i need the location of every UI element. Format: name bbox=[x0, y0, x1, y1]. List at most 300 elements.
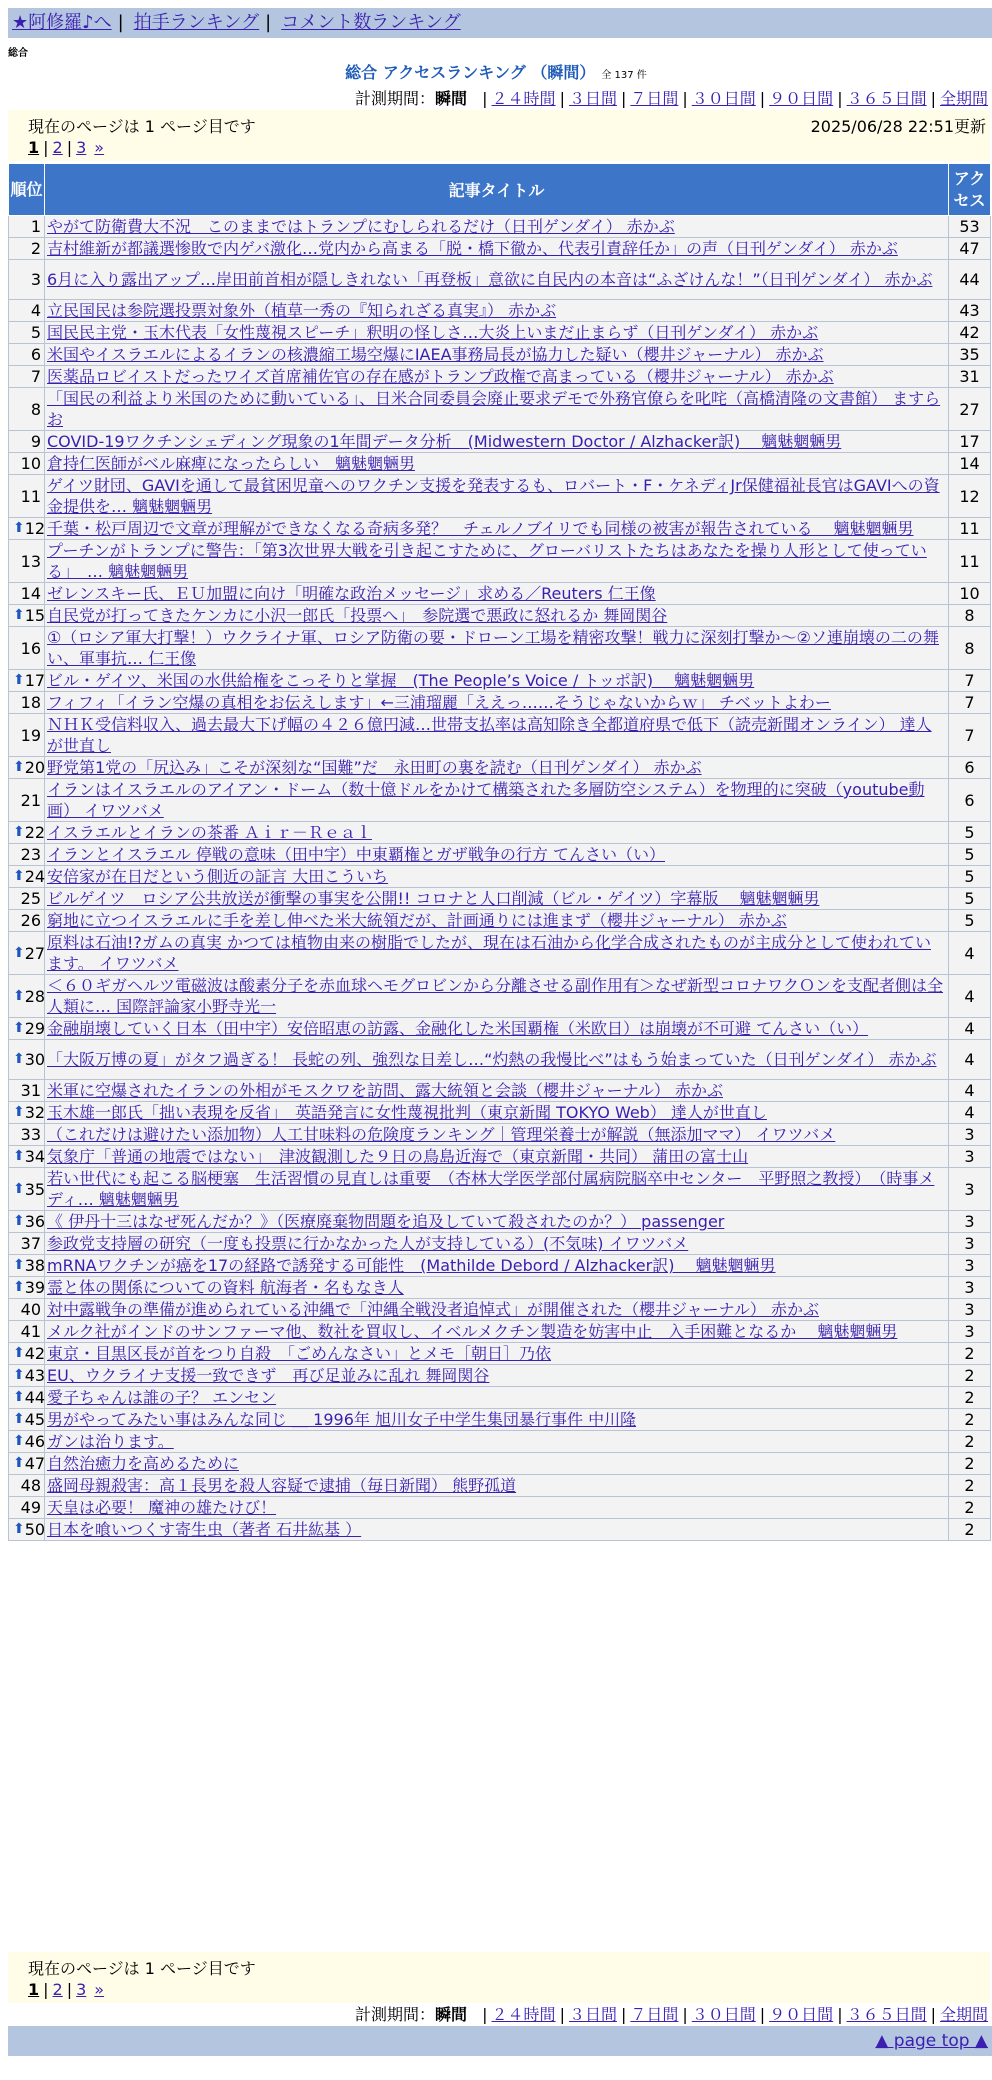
table-row bbox=[9, 1168, 991, 1211]
table-row bbox=[9, 238, 991, 260]
access-count: 43 bbox=[949, 300, 991, 322]
period-link[interactable]: ３日間 bbox=[568, 89, 617, 108]
total-count: 全 137 件 bbox=[601, 70, 647, 81]
rank-cell bbox=[9, 844, 45, 866]
title-cell bbox=[45, 1255, 949, 1277]
period-selector-top bbox=[355, 86, 988, 109]
access-count: 4 bbox=[949, 1102, 991, 1124]
period-links: | ２４時間 | ３日間 | ７日間 | ３０日間 | ９０日間 | ３６５日間 | 全期間 bbox=[482, 2005, 988, 2024]
table-row bbox=[9, 822, 991, 844]
title-cell bbox=[45, 1146, 949, 1168]
title-cell bbox=[45, 453, 949, 475]
title-cell bbox=[45, 1040, 949, 1080]
period-link[interactable]: ３日間 bbox=[568, 2005, 617, 2024]
rank-number: 4 bbox=[30, 301, 41, 320]
rank-cell bbox=[9, 1233, 45, 1255]
rank-cell bbox=[9, 1277, 45, 1299]
title-cell bbox=[45, 1497, 949, 1519]
table-row bbox=[9, 366, 991, 388]
rank-cell bbox=[9, 779, 45, 822]
title-cell bbox=[45, 1168, 949, 1211]
article-link[interactable]: 立民国民は参院選投票対象外（植草一秀の『知られざる真実』） 赤かぶ bbox=[47, 301, 557, 320]
rank-number: 48 bbox=[20, 1476, 41, 1495]
rank-cell bbox=[9, 1409, 45, 1431]
access-count: 2 bbox=[949, 1343, 991, 1365]
rank-number: 17 bbox=[24, 671, 46, 690]
rank-cell bbox=[9, 866, 45, 888]
title-cell bbox=[45, 431, 949, 453]
rank-number: 42 bbox=[24, 1344, 46, 1363]
title-cell bbox=[45, 1475, 949, 1497]
title-cell bbox=[45, 1453, 949, 1475]
article-link[interactable]: プーチンがトランプに警告：「第3次世界大戦を引き起こすために、グローバリストたちはあなたを操り人形として使っている」 … 魑魅魍魎男 bbox=[47, 541, 927, 581]
table-row bbox=[9, 1387, 991, 1409]
page-link-3[interactable]: 3 bbox=[76, 1980, 87, 1999]
pager-top bbox=[8, 110, 990, 161]
rank-number: 33 bbox=[20, 1125, 41, 1144]
article-link[interactable]: 東京・目黒区長が首をつり自殺 「ごめんなさい」とメモ［朝日］乃依 bbox=[47, 1344, 552, 1363]
rank-number: 40 bbox=[20, 1300, 41, 1319]
access-count: 35 bbox=[949, 344, 991, 366]
rank-cell bbox=[9, 1475, 45, 1497]
access-count: 6 bbox=[949, 779, 991, 822]
access-count: 6 bbox=[949, 757, 991, 779]
access-count: 5 bbox=[949, 888, 991, 910]
table-row bbox=[9, 388, 991, 431]
access-count: 4 bbox=[949, 1018, 991, 1040]
article-link[interactable]: 米国やイスラエルによるイランの核濃縮工場空爆にIAEA事務局長が協力した疑い（櫻井ジャーナル） 赤かぶ bbox=[47, 345, 824, 364]
title-cell bbox=[45, 1211, 949, 1233]
article-link[interactable]: 米軍に空爆されたイランの外相がモスクワを訪問、露大統領と会談（櫻井ジャーナル） 赤かぶ bbox=[47, 1081, 723, 1100]
article-link[interactable]: 野党第1党の「尻込み」こそが深刻な“国難”だ 永田町の裏を読む（日刊ゲンダイ） 赤かぶ bbox=[47, 758, 702, 777]
rank-cell bbox=[9, 888, 45, 910]
access-count: 42 bbox=[949, 322, 991, 344]
title-cell bbox=[45, 692, 949, 714]
article-link[interactable]: 倉持仁医師がベル麻痺になったらしい 魑魅魍魎男 bbox=[47, 454, 416, 473]
table-row bbox=[9, 1124, 991, 1146]
table-row bbox=[9, 1277, 991, 1299]
article-link[interactable]: ①（ロシア軍大打撃！）ウクライナ軍、ロシア防衛の要・ドローン工場を精密攻撃！戦力に深刻打撃か～②ソ連崩壊の二の舞い、軍事抗… 仁王像 bbox=[47, 628, 939, 668]
access-count: 8 bbox=[949, 605, 991, 627]
footer-bar bbox=[8, 2026, 992, 2056]
table-row bbox=[9, 1475, 991, 1497]
period-link[interactable]: ９０日間 bbox=[769, 2005, 834, 2024]
title-cell bbox=[45, 1080, 949, 1102]
rank-number: 49 bbox=[20, 1498, 41, 1517]
rank-cell bbox=[9, 453, 45, 475]
rank-number: 16 bbox=[20, 638, 41, 658]
article-link[interactable]: 盛岡母親殺害：高１長男を殺人容疑で逮捕（毎日新聞） 熊野孤道 bbox=[47, 1476, 517, 1495]
article-link[interactable]: 「国民の利益より米国のために動いている」、日米合同委員会廃止要求デモで外務官僚らを叱咤（高橋清隆の文書館） ますらお bbox=[47, 389, 941, 429]
article-link[interactable]: ＜６０ギガヘルツ電磁波は酸素分子を赤血球ヘモグロビンから分離させる副作用有＞なぜ新型コロナワクＯンを支配者側は全人類に… 国際評論家小野寺光一 bbox=[47, 976, 944, 1016]
period-link[interactable]: ２４時間 bbox=[491, 2005, 556, 2024]
rank-number: 46 bbox=[24, 1432, 46, 1451]
article-link[interactable]: 玉木雄一郎氏「拙い表現を反省」 英語発言に女性蔑視批判（東京新聞 TOKYO Web） 達人が世直し bbox=[47, 1103, 767, 1122]
rank-up-icon: ⬆ bbox=[13, 868, 25, 884]
title-cell bbox=[45, 1321, 949, 1343]
rank-number: 34 bbox=[24, 1147, 46, 1166]
access-count: 47 bbox=[949, 238, 991, 260]
period-link[interactable]: ７日間 bbox=[630, 2005, 679, 2024]
article-link[interactable]: フィフィ「イラン空爆の真相をお伝えします」←三浦瑠麗「ええっ……そうじゃないからｗ」 チベットよわー bbox=[47, 693, 831, 712]
title-cell bbox=[45, 670, 949, 692]
rank-up-icon: ⬆ bbox=[13, 1180, 25, 1197]
access-count: 11 bbox=[949, 518, 991, 540]
title-header: 記事タイトル bbox=[45, 164, 949, 216]
rank-number: 19 bbox=[20, 725, 41, 745]
rank-cell bbox=[9, 1321, 45, 1343]
period-links: | ２４時間 | ３日間 | ７日間 | ３０日間 | ９０日間 | ３６５日間 | 全期間 bbox=[482, 89, 988, 108]
rank-number: 1 bbox=[30, 217, 41, 236]
table-row bbox=[9, 1018, 991, 1040]
access-count: 8 bbox=[949, 627, 991, 670]
table-row bbox=[9, 1146, 991, 1168]
table-row bbox=[9, 1299, 991, 1321]
access-count: 3 bbox=[949, 1255, 991, 1277]
rank-cell bbox=[9, 300, 45, 322]
rank-number: 3 bbox=[30, 270, 41, 289]
table-row bbox=[9, 518, 991, 540]
rank-cell bbox=[9, 388, 45, 431]
rank-up-icon: ⬆ bbox=[13, 1455, 25, 1471]
access-count: 11 bbox=[949, 540, 991, 583]
period-link[interactable]: ３０日間 bbox=[691, 89, 756, 108]
title-cell bbox=[45, 238, 949, 260]
article-link[interactable]: やがて防衛費大不況 このままではトランプにむしられるだけ（日刊ゲンダイ） 赤かぶ bbox=[47, 217, 675, 236]
article-link[interactable]: 参政党支持層の研究（一度も投票に行かなかった人が支持している）(不気味) イワツバメ bbox=[47, 1234, 689, 1253]
rank-up-icon: ⬆ bbox=[13, 1345, 25, 1361]
period-label: 計測期間： bbox=[355, 2005, 436, 2024]
title-cell bbox=[45, 322, 949, 344]
access-count: 27 bbox=[949, 388, 991, 431]
nav-separator: | bbox=[117, 12, 124, 33]
rank-number: 13 bbox=[20, 551, 41, 571]
rank-up-icon: ⬆ bbox=[13, 1433, 25, 1449]
article-link[interactable]: 医薬品ロビイストだったワイズ首席補佐官の存在感がトランプ政権で高まっている（櫻井ジャーナル） 赤かぶ bbox=[47, 367, 834, 386]
title-cell bbox=[45, 1387, 949, 1409]
title-cell bbox=[45, 1018, 949, 1040]
article-link[interactable]: 天皇は必要！ 魔神の雄たけび！ bbox=[47, 1498, 277, 1517]
rank-number: 21 bbox=[20, 790, 41, 810]
rank-up-icon: ⬆ bbox=[13, 1020, 25, 1036]
table-row bbox=[9, 1080, 991, 1102]
access-count: 2 bbox=[949, 1519, 991, 1541]
period-selector-bottom bbox=[355, 2002, 988, 2025]
rank-cell bbox=[9, 1343, 45, 1365]
rank-number: 5 bbox=[30, 323, 41, 342]
table-row bbox=[9, 605, 991, 627]
period-label: 計測期間： bbox=[355, 89, 436, 108]
page-top-link[interactable]: ▲ page top ▲ bbox=[875, 2031, 988, 2051]
rank-cell bbox=[9, 692, 45, 714]
rank-number: 26 bbox=[20, 911, 41, 930]
title-cell bbox=[45, 1233, 949, 1255]
access-count: 2 bbox=[949, 1431, 991, 1453]
table-row bbox=[9, 431, 991, 453]
access-count: 2 bbox=[949, 1497, 991, 1519]
title-cell bbox=[45, 627, 949, 670]
title-cell bbox=[45, 344, 949, 366]
rank-cell bbox=[9, 627, 45, 670]
rank-up-icon: ⬆ bbox=[13, 1213, 25, 1229]
rank-up-icon: ⬆ bbox=[13, 1257, 25, 1273]
article-link[interactable]: 気象庁「普通の地震ではない」 津波観測した９日の鳥島近海で（東京新聞・共同） 蒲田の富士山 bbox=[47, 1147, 749, 1166]
article-link[interactable]: ビルゲイツ ロシア公共放送が衝撃の事実を公開!! コロナと人口削減（ビル・ゲイツ）字幕版 魑魅魍魎男 bbox=[47, 889, 820, 908]
article-link[interactable]: 自民党が打ってきたケンカに小沢一郎氏「投票へ」 参院選で悪政に怒れるか 舞岡関谷 bbox=[47, 606, 668, 625]
rank-cell bbox=[9, 1255, 45, 1277]
title-cell bbox=[45, 260, 949, 300]
next-page-link[interactable]: » bbox=[94, 1980, 105, 1999]
rank-number: 32 bbox=[24, 1103, 46, 1122]
title-cell bbox=[45, 910, 949, 932]
article-link[interactable]: ＮＨＫ受信料収入、過去最大下げ幅の４２６億円減…世帯支払率は高知除き全都道府県で低下（読売新聞オンライン） 達人が世直し bbox=[47, 715, 932, 755]
period-link[interactable]: ２４時間 bbox=[491, 89, 556, 108]
rank-cell bbox=[9, 260, 45, 300]
rank-number: 29 bbox=[24, 1019, 46, 1038]
article-link[interactable]: 国民民主党・玉木代表「女性蔑視スピーチ」釈明の怪しさ…大炎上いまだ止まらず（日刊ゲンダイ） 赤かぶ bbox=[47, 323, 819, 342]
table-row bbox=[9, 475, 991, 518]
article-link[interactable]: イスラエルとイランの茶番 Ａｉｒ－Ｒｅａｌ bbox=[47, 823, 372, 842]
rank-cell bbox=[9, 1102, 45, 1124]
rank-number: 15 bbox=[24, 606, 46, 625]
rank-number: 39 bbox=[24, 1278, 46, 1297]
table-row bbox=[9, 1211, 991, 1233]
rank-header: 順位 bbox=[9, 164, 45, 216]
access-count: 2 bbox=[949, 1387, 991, 1409]
article-link[interactable]: 吉村維新が都議選惨敗で内ゲバ激化…党内から高まる「脱・橋下徹か、代表引責辞任か」の声（日刊ゲンダイ） 赤かぶ bbox=[47, 239, 898, 258]
table-row bbox=[9, 1040, 991, 1080]
rank-number: 50 bbox=[24, 1520, 46, 1539]
title-cell bbox=[45, 932, 949, 975]
access-count: 4 bbox=[949, 975, 991, 1018]
title-cell bbox=[45, 888, 949, 910]
title-cell bbox=[45, 1365, 949, 1387]
article-link[interactable]: メルク社がインドのサンファーマ他、数社を買収し、イベルメクチン製造を妨害中止 入手困難となるか 魑魅魍魎男 bbox=[47, 1322, 898, 1341]
table-row bbox=[9, 322, 991, 344]
rank-cell bbox=[9, 932, 45, 975]
applause-ranking-link[interactable]: 拍手ランキング bbox=[133, 12, 260, 33]
access-count: 3 bbox=[949, 1277, 991, 1299]
rank-cell bbox=[9, 1299, 45, 1321]
table-row bbox=[9, 1409, 991, 1431]
article-link[interactable]: 《 伊丹十三はなぜ死んだか？》（医療廃棄物問題を追及していて殺されたのか？） passenger bbox=[47, 1212, 725, 1231]
page-current: 1 bbox=[28, 138, 40, 157]
article-link[interactable]: 「大阪万博の夏」がタフ過ぎる！ 長蛇の列、強烈な日差し…“灼熱の我慢比べ”はもう始まっていた（日刊ゲンダイ） 赤かぶ bbox=[47, 1050, 937, 1069]
article-link[interactable]: 安倍家が在日だという側近の証言 大田こういち bbox=[47, 867, 389, 886]
article-link[interactable]: 金融崩壊していく日本（田中宇）安倍昭恵の訪露、金融化した米国覇権（米欧日）は崩壊が不可避 てんさい（い） bbox=[47, 1019, 869, 1038]
table-row bbox=[9, 1102, 991, 1124]
title-cell bbox=[45, 779, 949, 822]
title-cell bbox=[45, 714, 949, 757]
pager-bottom bbox=[8, 1952, 990, 2003]
article-link[interactable]: ゼレンスキー氏、ＥＵ加盟に向け「明確な政治メッセージ」求める／Reuters 仁王像 bbox=[47, 584, 656, 603]
access-count: 44 bbox=[949, 260, 991, 300]
rank-up-icon: ⬆ bbox=[13, 987, 25, 1004]
title-cell bbox=[45, 366, 949, 388]
rank-cell bbox=[9, 431, 45, 453]
title-cell bbox=[45, 540, 949, 583]
page-title bbox=[0, 60, 992, 83]
table-row bbox=[9, 1321, 991, 1343]
title-cell bbox=[45, 216, 949, 238]
article-link[interactable]: ガンは治ります。 bbox=[47, 1432, 174, 1451]
rank-number: 10 bbox=[20, 454, 41, 473]
nav-separator: | bbox=[265, 12, 272, 33]
article-link[interactable]: 窮地に立つイスラエルに手を差し伸べた米大統領だが、計画通りには進まず（櫻井ジャーナル） 赤かぶ bbox=[47, 911, 787, 930]
rank-number: 41 bbox=[20, 1322, 41, 1341]
article-link[interactable]: mRNAワクチンが癌を17の経路で誘発する可能性 (Mathilde Debord / Alzhacker訳) 魑魅魍魎男 bbox=[47, 1256, 776, 1275]
title-cell bbox=[45, 757, 949, 779]
access-count: 2 bbox=[949, 1409, 991, 1431]
table-row bbox=[9, 779, 991, 822]
rank-number: 18 bbox=[20, 693, 41, 712]
rank-cell bbox=[9, 1365, 45, 1387]
table-row bbox=[9, 453, 991, 475]
period-link[interactable]: ３６５日間 bbox=[846, 89, 927, 108]
access-count: 3 bbox=[949, 1299, 991, 1321]
rank-up-icon: ⬆ bbox=[13, 1389, 25, 1405]
rank-number: 14 bbox=[20, 584, 41, 603]
access-count: 10 bbox=[949, 583, 991, 605]
title-cell bbox=[45, 518, 949, 540]
title-cell bbox=[45, 1409, 949, 1431]
table-row bbox=[9, 975, 991, 1018]
rank-number: 45 bbox=[24, 1410, 46, 1429]
article-link[interactable]: COVID-19ワクチンシェディング現象の1年間データ分析 (Midwestern Doctor / Alzhacker訳) 魑魅魍魎男 bbox=[47, 432, 842, 451]
period-link[interactable]: ３０日間 bbox=[691, 2005, 756, 2024]
article-link[interactable]: ビル・ゲイツ、米国の水供給権をこっそりと掌握 (The People’s Voice / トッポ訳) 魑魅魍魎男 bbox=[47, 671, 755, 690]
rank-number: 12 bbox=[24, 519, 46, 538]
article-link[interactable]: （これだけは避けたい添加物）人工甘味料の危険度ランキング｜管理栄養士が解説（無添加ママ） イワツバメ bbox=[47, 1125, 836, 1144]
article-link[interactable]: 自然治癒力を高めるために bbox=[47, 1454, 240, 1473]
rank-number: 28 bbox=[24, 986, 46, 1006]
access-count: 2 bbox=[949, 1475, 991, 1497]
rank-number: 23 bbox=[20, 845, 41, 864]
rank-cell bbox=[9, 1040, 45, 1080]
article-link[interactable]: 対中露戦争の準備が進められている沖縄で「沖縄全戦没者追悼式」が開催された（櫻井ジャーナル） 赤かぶ bbox=[47, 1300, 819, 1319]
rank-up-icon: ⬆ bbox=[13, 1279, 25, 1295]
table-row bbox=[9, 1519, 991, 1541]
article-link[interactable]: イランはイスラエルのアイアン・ドーム（数十億ドルをかけて構築された多層防空システム）を物理的に突破（youtube動画） イワツバメ bbox=[47, 780, 925, 820]
title-cell bbox=[45, 1277, 949, 1299]
rank-up-icon: ⬆ bbox=[13, 520, 25, 536]
next-page-link[interactable]: » bbox=[94, 138, 105, 157]
page-link-2[interactable]: 2 bbox=[52, 1980, 63, 1999]
rank-cell bbox=[9, 1497, 45, 1519]
title-cell bbox=[45, 1519, 949, 1541]
home-link[interactable]: ★阿修羅♪へ bbox=[12, 12, 112, 33]
page-link-3[interactable]: 3 bbox=[76, 138, 87, 157]
table-row bbox=[9, 300, 991, 322]
ranking-table bbox=[8, 163, 991, 1541]
period-link[interactable]: ３６５日間 bbox=[846, 2005, 927, 2024]
page-current: 1 bbox=[28, 1980, 40, 1999]
table-row bbox=[9, 1453, 991, 1475]
comment-ranking-link[interactable]: コメント数ランキング bbox=[281, 12, 461, 33]
access-count: 17 bbox=[949, 431, 991, 453]
access-count: 3 bbox=[949, 1146, 991, 1168]
table-row bbox=[9, 627, 991, 670]
article-link[interactable]: 日本を喰いつくす寄生虫（著者 石井紘基 ） bbox=[47, 1520, 362, 1539]
rank-up-icon: ⬆ bbox=[13, 672, 25, 688]
rank-up-icon: ⬆ bbox=[13, 1051, 25, 1067]
rank-cell bbox=[9, 757, 45, 779]
article-link[interactable]: 原料は石油!?ガムの真実 かつては植物由来の樹脂でしたが、現在は石油から化学合成されたものが主成分として使われています。 イワツバメ bbox=[47, 933, 931, 973]
title-cell bbox=[45, 1124, 949, 1146]
title-cell bbox=[45, 1299, 949, 1321]
page-links: 1 | 2 | 3 » bbox=[28, 138, 105, 157]
rank-cell bbox=[9, 518, 45, 540]
top-nav-bar bbox=[8, 8, 992, 38]
table-row bbox=[9, 714, 991, 757]
table-row bbox=[9, 540, 991, 583]
rank-cell bbox=[9, 540, 45, 583]
table-row bbox=[9, 1343, 991, 1365]
access-count: 5 bbox=[949, 866, 991, 888]
rank-up-icon: ⬆ bbox=[13, 759, 25, 775]
article-link[interactable]: 愛子ちゃんは誰の子？ エンセン bbox=[47, 1388, 277, 1407]
rank-number: 31 bbox=[20, 1081, 41, 1100]
rank-number: 6 bbox=[30, 345, 41, 364]
title-cell bbox=[45, 1102, 949, 1124]
access-count: 3 bbox=[949, 1124, 991, 1146]
access-count: 3 bbox=[949, 1211, 991, 1233]
access-header: アクセス bbox=[949, 164, 991, 216]
page-status: 現在のページは 1 ページ目です bbox=[28, 117, 256, 136]
table-row bbox=[9, 344, 991, 366]
rank-cell bbox=[9, 583, 45, 605]
article-link[interactable]: ゲイツ財団、GAVIを通して最貧困児童へのワクチン支援を発表するも、ロバート・F・ケネディJr保健福祉長官はGAVIへの資金提供を… 魑魅魍魎男 bbox=[47, 476, 940, 516]
rank-number: 38 bbox=[24, 1256, 46, 1275]
rank-number: 8 bbox=[30, 399, 41, 419]
access-count: 7 bbox=[949, 714, 991, 757]
table-row bbox=[9, 1233, 991, 1255]
access-count: 7 bbox=[949, 670, 991, 692]
table-row bbox=[9, 1365, 991, 1387]
table-row bbox=[9, 932, 991, 975]
article-link[interactable]: EU、ウクライナ支援一致できず 再び足並みに乱れ 舞岡関谷 bbox=[47, 1366, 490, 1385]
rank-number: 24 bbox=[24, 867, 46, 886]
rank-cell bbox=[9, 975, 45, 1018]
access-count: 4 bbox=[949, 1080, 991, 1102]
rank-cell bbox=[9, 1387, 45, 1409]
rank-up-icon: ⬆ bbox=[13, 824, 25, 840]
access-count: 2 bbox=[949, 1365, 991, 1387]
ranking-title: 総合 アクセスランキング （瞬間） bbox=[345, 63, 596, 82]
access-count: 2 bbox=[949, 1453, 991, 1475]
article-link[interactable]: 若い世代にも起こる脳梗塞 生活習慣の見直しは重要 （杏林大学医学部付属病院脳卒中センター 平野照之教授） （時事メディ… 魑魅魍魎男 bbox=[47, 1169, 935, 1209]
rank-up-icon: ⬆ bbox=[13, 1104, 25, 1120]
article-link[interactable]: イランとイスラエル 停戦の意味（田中宇）中東覇権とガザ戦争の行方 てんさい（い） bbox=[47, 845, 666, 864]
period-link[interactable]: 全期間 bbox=[939, 89, 988, 108]
period-link[interactable]: 全期間 bbox=[939, 2005, 988, 2024]
access-count: 5 bbox=[949, 910, 991, 932]
access-count: 3 bbox=[949, 1233, 991, 1255]
article-link[interactable]: 霊と体の関係についての資料 航海者・名もなき人 bbox=[47, 1278, 404, 1297]
period-link[interactable]: ９０日間 bbox=[769, 89, 834, 108]
title-cell bbox=[45, 605, 949, 627]
article-link[interactable]: 男がやってみたい事はみんな同じ ＿ 1996年 旭川女子中学生集団暴行事件 中川隆 bbox=[47, 1410, 637, 1429]
rank-number: 7 bbox=[30, 367, 41, 386]
page-link-2[interactable]: 2 bbox=[52, 138, 63, 157]
period-current: 瞬間 bbox=[435, 89, 468, 108]
access-count: 3 bbox=[949, 1321, 991, 1343]
article-link[interactable]: 6月に入り露出アップ…岸田前首相が隠しきれない「再登板」意欲に自民内の本音は“ふざけんな！”（日刊ゲンダイ） 赤かぶ bbox=[47, 270, 933, 289]
article-link[interactable]: 千葉・松戸周辺で文章が理解ができなくなる奇病多発？ チェルノブイリでも同様の被害が報告されている 魑魅魍魎男 bbox=[47, 519, 914, 538]
period-link[interactable]: ７日間 bbox=[630, 89, 679, 108]
rank-cell bbox=[9, 1431, 45, 1453]
title-cell bbox=[45, 583, 949, 605]
